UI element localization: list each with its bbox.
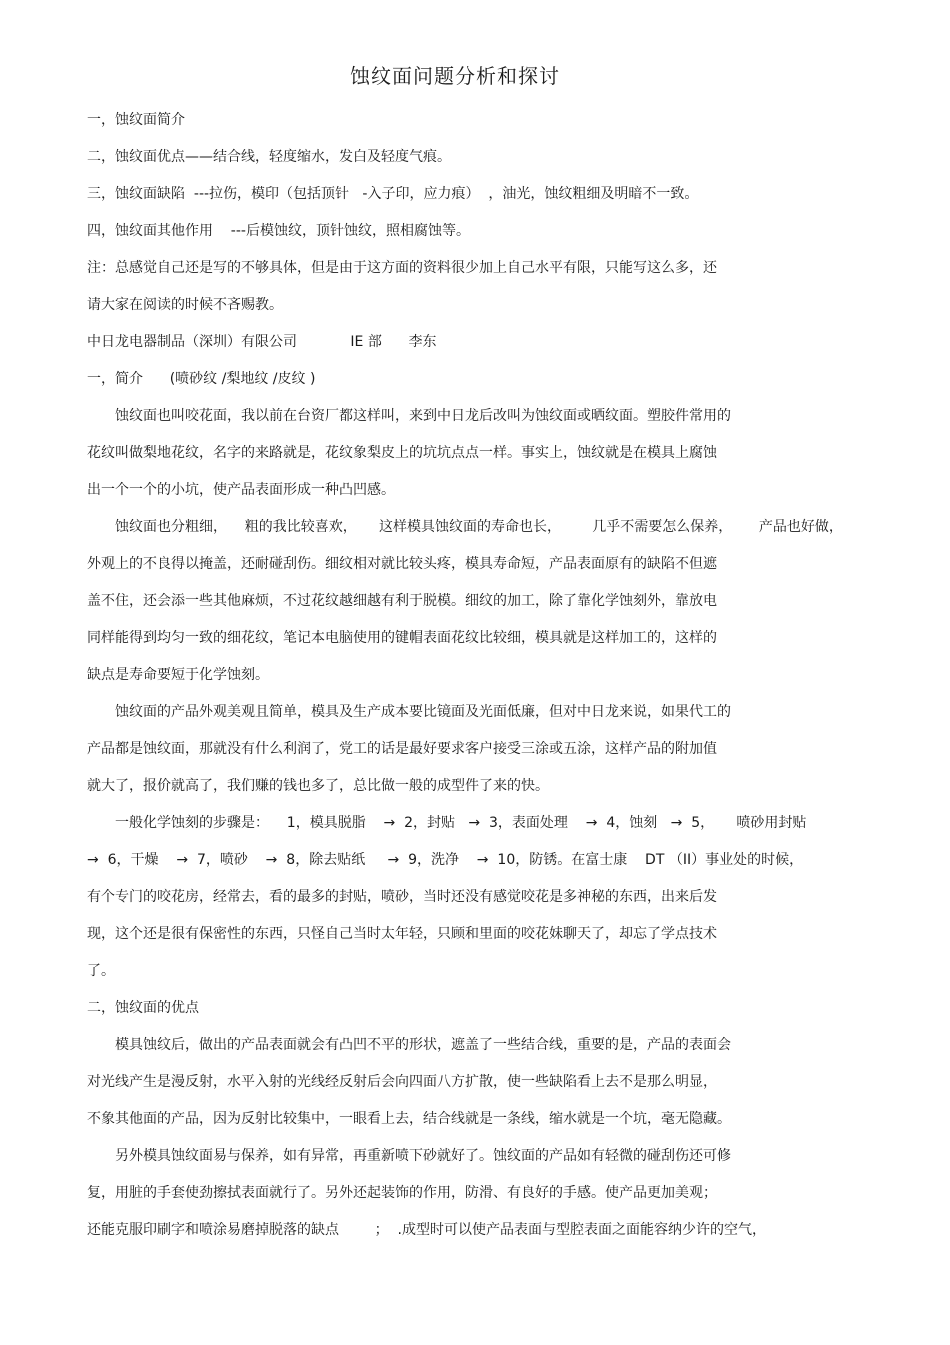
- note-line: 请大家在阅读的时候不吝赐教。: [87, 297, 283, 313]
- document-title: 蚀纹面问题分析和探讨: [350, 64, 560, 88]
- paragraph-line: 对光线产生是漫反射，水平入射的光线经反射后会向四面八方扩散，使一些缺陷看上去不是那么明显，: [87, 1074, 717, 1090]
- paragraph-line: 有个专门的咬花房，经常去，看的最多的封贴，喷砂，当时还没有感觉咬花是多神秘的东西，出来后发: [87, 889, 717, 905]
- paragraph-line: 就大了，报价就高了，我们赚的钱也多了，总比做一般的成型件了来的快。: [87, 778, 549, 794]
- note-line: 注：总感觉自己还是写的不够具体，但是由于这方面的资料很少加上自己水平有限，只能写这么多，还: [87, 260, 717, 276]
- process-steps-line: → 6，干燥 → 7，喷砂 → 8，除去贴纸 → 9，洗净 → 10，防锈。在富士康 DT （II）事业处的时候，: [87, 852, 804, 868]
- toc-line-advantages: 二，蚀纹面优点——结合线，轻度缩水，发白及轻度气痕。: [87, 149, 451, 165]
- paragraph-line: 不象其他面的产品，因为反射比较集中，一眼看上去，结合线就是一条线，缩水就是一个坑，毫无隐藏。: [87, 1111, 731, 1127]
- paragraph-line: 盖不住，还会添一些其他麻烦，不过花纹越细越有利于脱模。细纹的加工，除了靠化学蚀刻外，靠放电: [87, 593, 717, 609]
- paragraph-line: 复，用脏的手套使劲擦拭表面就行了。另外还起装饰的作用，防滑、有良好的手感。使产品更加美观；: [87, 1185, 717, 1201]
- toc-line-intro: 一，蚀纹面简介: [87, 112, 185, 128]
- paragraph-line: 另外模具蚀纹面易与保养，如有异常，再重新喷下砂就好了。蚀纹面的产品如有轻微的碰刮伤还可修: [115, 1148, 731, 1164]
- paragraph-line: 产品都是蚀纹面，那就没有什么利润了，党工的话是最好要求客户接受三涂或五涂，这样产品的附加值: [87, 741, 717, 757]
- toc-line-defects: 三，蚀纹面缺陷 ---拉伤，模印（包括顶针 -入子印，应力痕） ，油光，蚀纹粗细及明暗不一致。: [87, 186, 699, 202]
- paragraph-line: 花纹叫做梨地花纹，名字的来路就是，花纹象梨皮上的坑坑点点一样。事实上，蚀纹就是在模具上腐蚀: [87, 445, 717, 461]
- paragraph-line: 蚀纹面也叫咬花面，我以前在台资厂都这样叫，来到中日龙后改叫为蚀纹面或晒纹面。塑胶件常用的: [115, 408, 731, 424]
- paragraph-line: 现，这个还是很有保密性的东西，只怪自己当时太年轻，只顾和里面的咬花妹聊天了，却忘了学点技术: [87, 926, 717, 942]
- paragraph-line: 出一个一个的小坑，使产品表面形成一种凸凹感。: [87, 482, 395, 498]
- section-heading-intro: 一，简介 (喷砂纹 /梨地纹 /皮纹 ): [87, 371, 316, 387]
- paragraph-line: 蚀纹面的产品外观美观且简单，模具及生产成本要比镜面及光面低廉，但对中日龙来说，如果代工的: [115, 704, 731, 720]
- paragraph-line: 同样能得到均匀一致的细花纹，笔记本电脑使用的键帽表面花纹比较细，模具就是这样加工的，这样的: [87, 630, 717, 646]
- paragraph-line: 了。: [87, 963, 115, 979]
- paragraph-line: 模具蚀纹后，做出的产品表面就会有凸凹不平的形状，遮盖了一些结合线，重要的是，产品的表面会: [115, 1037, 731, 1053]
- section-heading-advantages: 二，蚀纹面的优点: [87, 1000, 199, 1016]
- toc-line-other-uses: 四，蚀纹面其他作用 ---后模蚀纹，顶针蚀纹，照相腐蚀等。: [87, 223, 470, 239]
- paragraph-line: 外观上的不良得以掩盖，还耐碰刮伤。细纹相对就比较头疼，模具寿命短，产品表面原有的缺陷不但遮: [87, 556, 717, 572]
- paragraph-line: 缺点是寿命要短于化学蚀刻。: [87, 667, 269, 683]
- paragraph-line: 蚀纹面也分粗细， 粗的我比较喜欢， 这样模具蚀纹面的寿命也长， 几乎不需要怎么保养， 产品也好做，: [115, 519, 843, 535]
- author-line: 中日龙电器制品（深圳）有限公司 IE 部 李东: [87, 334, 437, 350]
- process-steps-line: 一般化学蚀刻的步骤是： 1，模具脱脂 → 2，封贴 → 3，表面处理 → 4，蚀刻 → 5， 喷砂用封贴: [115, 815, 807, 831]
- paragraph-line: 还能克服印刷字和喷涂易磨掉脱落的缺点 ； .成型时可以使产品表面与型腔表面之面能容纳少许的空气，: [87, 1222, 766, 1238]
